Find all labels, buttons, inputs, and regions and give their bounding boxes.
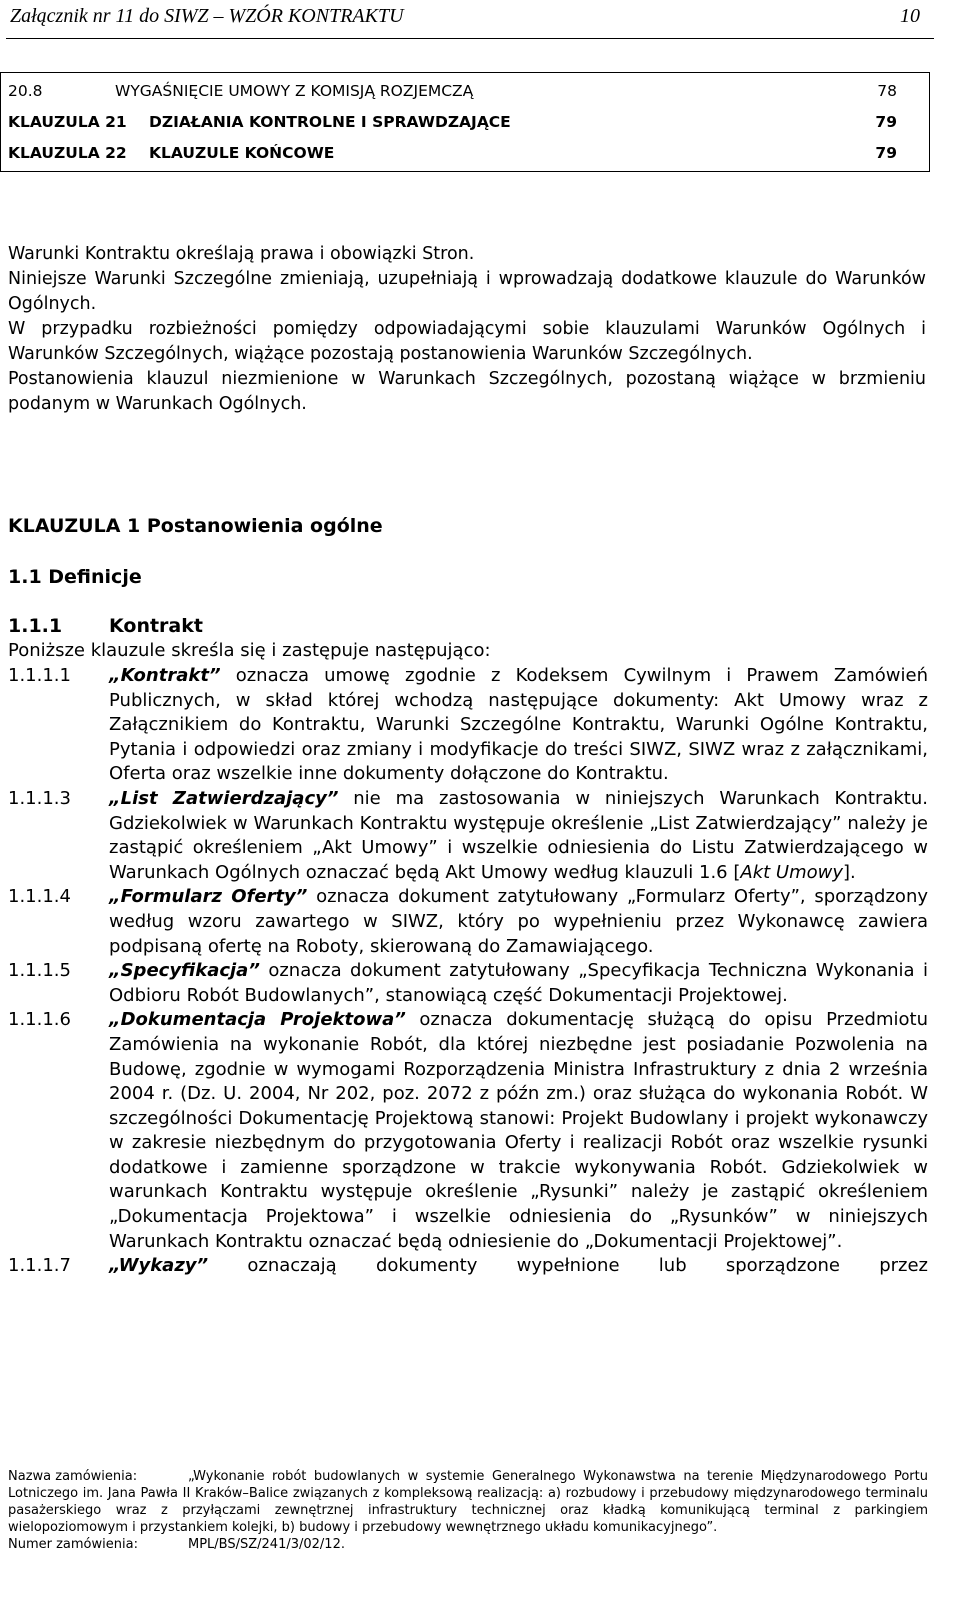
- toc-page: 79: [875, 144, 897, 162]
- item-heading: [8, 615, 203, 637]
- order-name-value: „Wykonanie robót budowlanych w systemie Generalnego Wykonawstwa na terenie Międzynarodowego Portu Lotniczego im. Jana Pawła II Kraków–Balice związanych z kompleksową realizacją: a) rozbudowy i przebudowy międzynarodowego terminalu pasażerskiego wraz z przyłączami zewnętrznej infrastruktury technicznej oraz kładką komunikującą terminal z parkingiem wielopoziomowym i przystankiem kolejki, b) budowy i przebudowy wewnętrznego układu komunikacyjnego”.: [8, 1469, 928, 1535]
- definition-number: 1.1.1.4: [8, 886, 71, 908]
- definition-number: 1.1.1.3: [8, 787, 71, 809]
- table-of-contents: [0, 72, 930, 172]
- intro-paragraph: Postanowienia klauzul niezmienione w Warunkach Szczególnych, pozostaną wiążące w brzmieniu podanym w Warunkach Ogólnych.: [8, 369, 926, 414]
- item-number: 1.1.1: [8, 615, 63, 637]
- definition-text: oznaczają dokumenty wypełnione lub sporządzone przez: [208, 1255, 928, 1277]
- page-footer: [8, 1468, 928, 1553]
- definition-text: oznacza dokument zatytułowany „Formularz Oferty”, sporządzony według wzoru zawartego w SIWZ, który po wypełnieniu przez Wykonawcę zawiera podpisaną ofertę na Roboty, skierowaną do Zamawiającego.: [109, 886, 929, 957]
- definition-item: [8, 959, 928, 1008]
- toc-number: 20.8: [8, 82, 43, 100]
- toc-number: KLAUZULA 22: [8, 144, 127, 162]
- order-number-label: Numer zamówienia:: [8, 1537, 138, 1552]
- toc-number: KLAUZULA 21: [8, 113, 127, 131]
- definition-ref: Akt Umowy: [740, 861, 843, 883]
- definition-number: 1.1.1.6: [8, 1009, 71, 1031]
- definition-text-end: ].: [843, 861, 856, 883]
- intro-paragraph: W przypadku rozbieżności pomiędzy odpowiadającymi sobie klauzulami Warunków Ogólnych i Warunków Szczególnych, wiążące pozostają postanowienia Warunków Szczególnych.: [8, 319, 926, 364]
- toc-row[interactable]: [1, 108, 929, 136]
- definition-term: „Kontrakt”: [109, 665, 221, 686]
- definition-item: [8, 1254, 928, 1279]
- intro-paragraph: Niniejsze Warunki Szczególne zmieniają, uzupełniają i wprowadzają dodatkowe klauzule do Warunków Ogólnych.: [8, 269, 926, 314]
- definition-number: 1.1.1.1: [8, 665, 71, 686]
- toc-page: 78: [877, 82, 897, 100]
- definition-term: „Wykazy”: [109, 1255, 209, 1277]
- header-title: Załącznik nr 11 do SIWZ – WZÓR KONTRAKTU: [10, 5, 404, 27]
- definitions-list: [8, 664, 928, 1279]
- definition-item: [8, 664, 928, 787]
- toc-page: 79: [875, 113, 897, 131]
- definition-term: „Dokumentacja Projektowa”: [109, 1009, 406, 1031]
- definition-term: „Formularz Oferty”: [109, 886, 308, 908]
- definition-term: „List Zatwierdzający”: [109, 787, 339, 809]
- page-header: [6, 0, 934, 39]
- intro-text: [8, 242, 926, 417]
- definition-number: 1.1.1.7: [8, 1255, 71, 1277]
- order-number-value: MPL/BS/SZ/241/3/02/12.: [188, 1537, 345, 1552]
- subsection-heading: 1.1 Definicje: [8, 566, 142, 588]
- definition-text: oznacza dokument zatytułowany „Specyfikacja Techniczna Wykonania i Odbioru Robót Budowlanych”, stanowiącą część Dokumentacji Projektowej.: [109, 960, 928, 1006]
- intro-paragraph: Warunki Kontraktu określają prawa i obowiązki Stron.: [8, 244, 475, 264]
- toc-row[interactable]: [1, 139, 929, 167]
- definition-number: 1.1.1.5: [8, 960, 71, 982]
- item-title: Kontrakt: [109, 615, 203, 637]
- definition-item: [8, 1008, 928, 1254]
- toc-text: WYGAŚNIĘCIE UMOWY Z KOMISJĄ ROZJEMCZĄ: [115, 82, 474, 100]
- toc-row[interactable]: [1, 77, 929, 105]
- page-number: 10: [900, 5, 920, 27]
- lead-text: Poniższe klauzule skreśla się i zastępuje następująco:: [8, 640, 491, 661]
- clause-heading: KLAUZULA 1 Postanowienia ogólne: [8, 515, 383, 537]
- order-name-label: Nazwa zamówienia:: [8, 1469, 138, 1484]
- definition-item: [8, 787, 928, 885]
- toc-text: DZIAŁANIA KONTROLNE I SPRAWDZAJĄCE: [149, 113, 511, 131]
- definition-item: [8, 885, 928, 959]
- definition-text: oznacza umowę zgodnie z Kodeksem Cywilnym i Prawem Zamówień Publicznych, w skład której wchodzą następujące dokumenty: Akt Umowy wraz z Załącznikiem do Kontraktu, Warunki Szczególne Kontraktu, Warunki Ogólne Kontraktu, Pytania i odpowiedzi oraz zmiany i modyfikacje do treści SIWZ, SIWZ wraz z załącznikami, Oferta oraz wszelkie inne dokumenty dołączone do Kontraktu.: [109, 665, 928, 785]
- definition-text: oznacza dokumentację służącą do opisu Przedmiotu Zamówienia na wykonanie Robót, dla której niezbędne jest posiadanie Pozwolenia na Budowę, zgodnie w wymogami Rozporządzenia Ministra Infrastruktury z dnia 2 września 2004 r. (Dz. U. 2004, Nr 202, poz. 2072 z późn zm.) oraz służąca do wykonania Robót. W szczególności Dokumentację Projektową stanowi: Projekt Budowlany i projekt wykonawczy w zakresie niezbędnym do przygotowania Oferty i realizacji Robót oraz wszelkie rysunki dodatkowe i zamienne sporządzone w trakcie wykonywania Robót. Gdziekolwiek w warunkach Kontraktu występuje określenie „Rysunki” należy je zastąpić określeniem „Dokumentacja Projektowa” i wszelkie odniesienia do „Rysunków” w niniejszych Warunkach Kontraktu oznaczać będą odniesienie do „Dokumentacji Projektowej”.: [109, 1009, 928, 1252]
- definition-term: „Specyfikacja”: [109, 960, 260, 982]
- definition-text: nie ma zastosowania w niniejszych Warunkach Kontraktu. Gdziekolwiek w Warunkach Kontraktu występuje określenie „List Zatwierdzający” należy je zastąpić określeniem „Akt Umowy” i wszelkie odniesienia do Listu Zatwierdzającego w Warunkach Ogólnych oznaczać będą Akt Umowy według klauzuli 1.6 [: [109, 787, 928, 883]
- toc-text: KLAUZULE KOŃCOWE: [149, 144, 335, 162]
